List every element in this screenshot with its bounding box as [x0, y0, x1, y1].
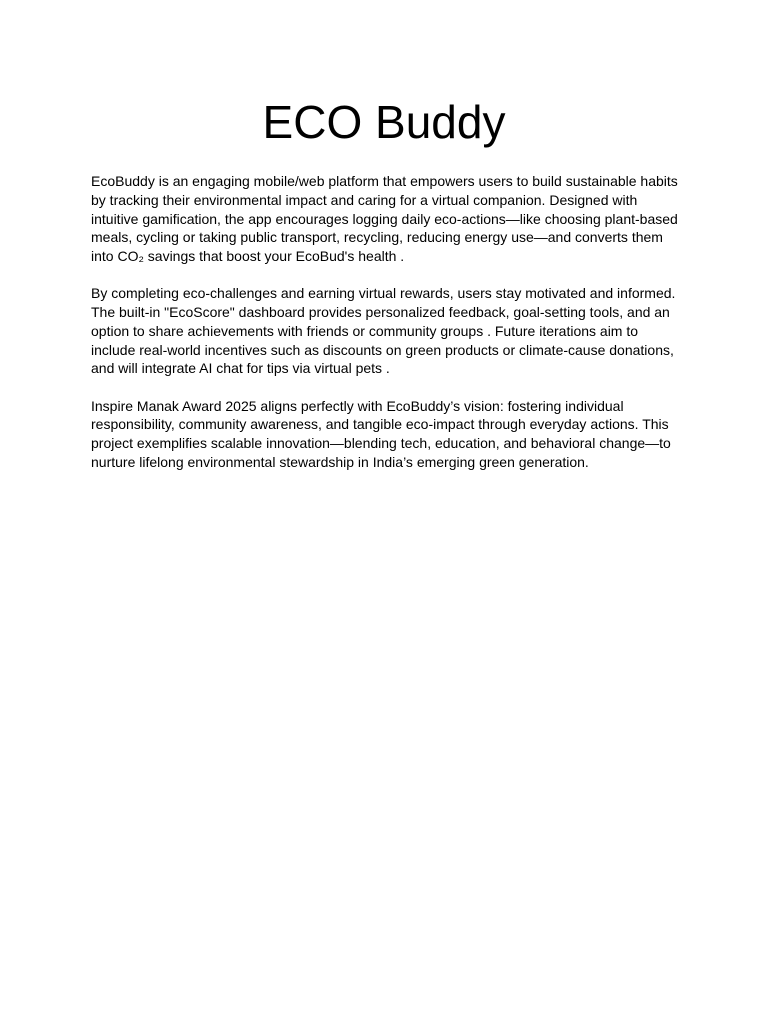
- paragraph-line: into CO₂ savings that boost your EcoBud's health .: [91, 248, 405, 264]
- paragraph-line: by tracking their environmental impact and caring for a virtual companion. Designed with: [91, 191, 638, 208]
- paragraph-line: and will integrate AI chat for tips via virtual pets .: [91, 360, 390, 377]
- paragraph-intro: [91, 172, 681, 266]
- paragraph-line: By completing eco-challenges and earning virtual rewards, users stay motivated and informed.: [91, 285, 676, 302]
- document-title: ECO Buddy: [262, 96, 506, 148]
- paragraph-features: [91, 284, 681, 378]
- paragraph-line: intuitive gamification, the app encourages logging daily eco-actions—like choosing plant-based: [91, 210, 678, 227]
- paragraph-line: include real-world incentives such as discounts on green products or climate-cause donations,: [91, 341, 674, 358]
- paragraph-line: Inspire Manak Award 2025 aligns perfectly with EcoBuddy’s vision: fostering individual: [91, 397, 624, 414]
- paragraph-line: EcoBuddy is an engaging mobile/web platform that empowers users to build sustainable habits: [91, 173, 678, 189]
- paragraph-award: [91, 397, 681, 472]
- paragraph-line: option to share achievements with friends or community groups . Future iterations aim to: [91, 322, 639, 339]
- paragraph-line: project exemplifies scalable innovation—blending tech, education, and behavioral change—to: [91, 435, 671, 451]
- paragraph-line: responsibility, community awareness, and tangible eco-impact through everyday actions. This: [91, 416, 669, 433]
- paragraph-line: meals, cycling or taking public transport, recycling, reducing energy use—and converts them: [91, 229, 663, 246]
- paragraph-line: nurture lifelong environmental stewardship in India’s emerging green generation.: [91, 453, 589, 470]
- document-body: [91, 172, 681, 490]
- paragraph-line: The built-in "EcoScore" dashboard provides personalized feedback, goal-setting tools, and an: [91, 304, 670, 320]
